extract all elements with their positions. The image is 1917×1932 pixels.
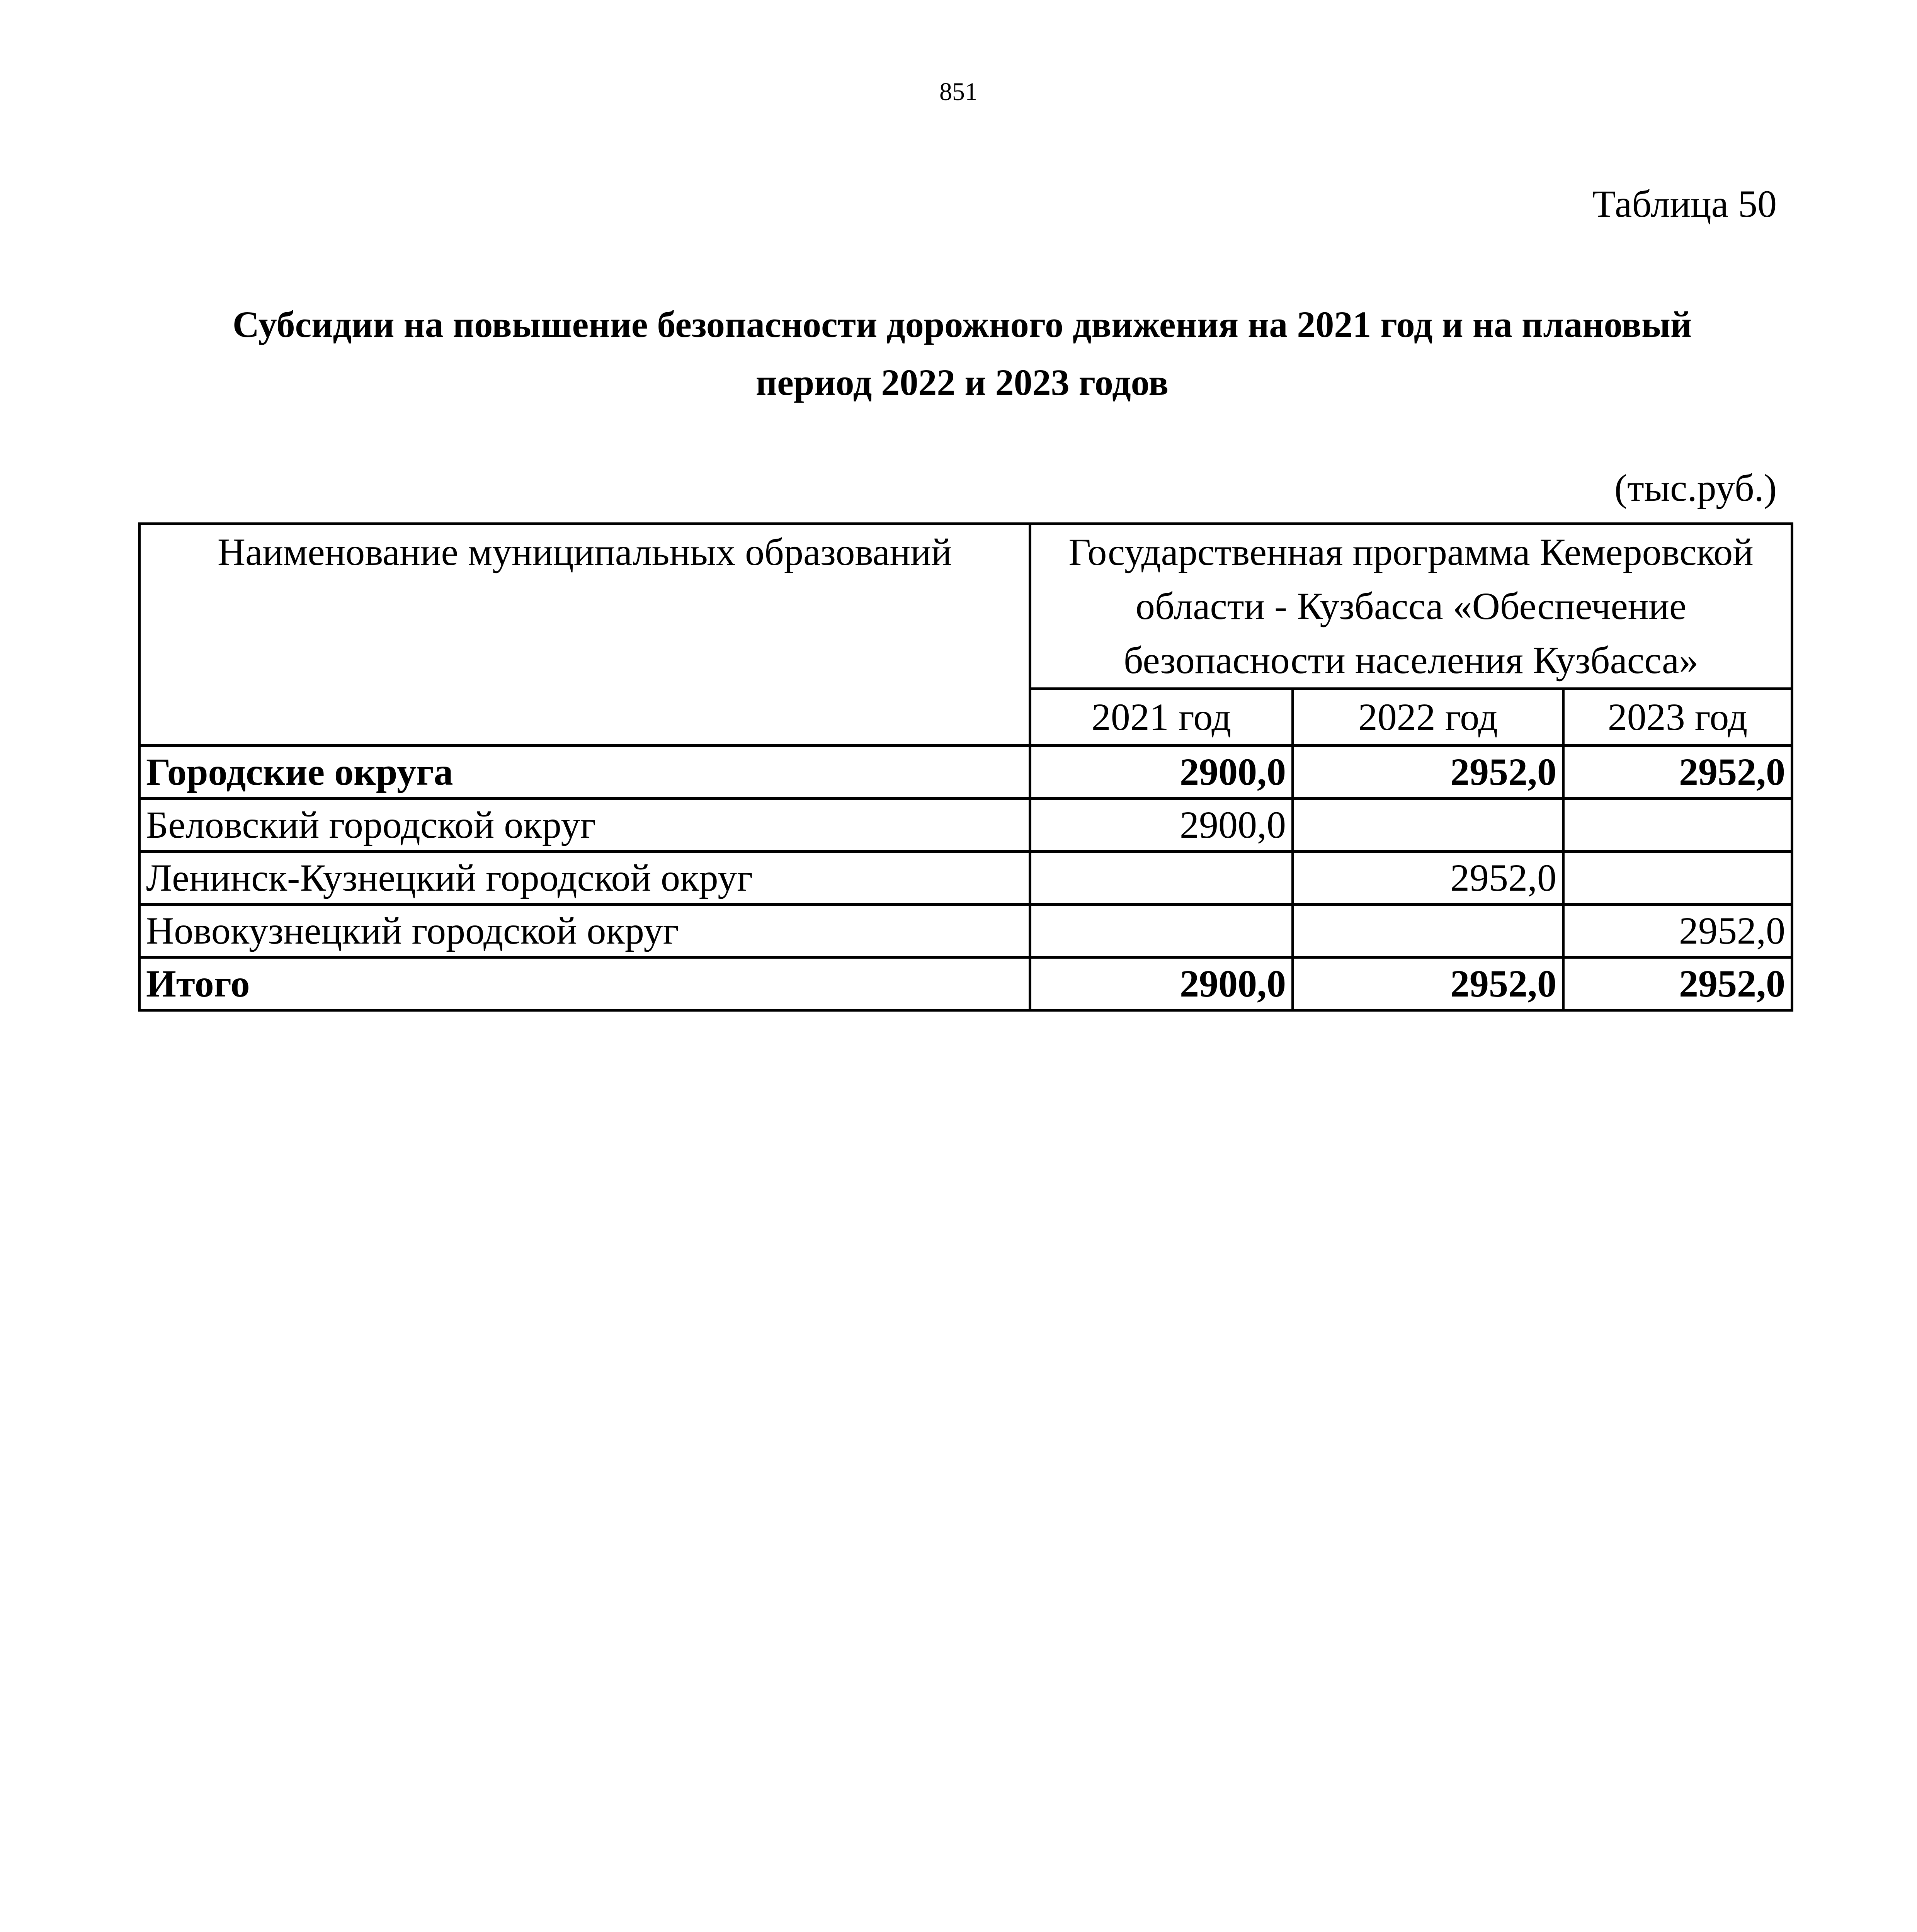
row-name: Городские округа bbox=[139, 746, 1030, 799]
program-column-header: Государственная программа Кемеровской области - Кузбасса «Обеспечение безопасности населения Кузбасса» bbox=[1030, 524, 1792, 689]
row-name: Новокузнецкий городской округ bbox=[139, 905, 1030, 957]
value-2021: 2900,0 bbox=[1030, 799, 1293, 852]
year-2022-header: 2022 год bbox=[1293, 689, 1563, 746]
value-2022 bbox=[1293, 799, 1563, 852]
value-2021: 2900,0 bbox=[1030, 746, 1293, 799]
table-row-leninsk-kuznetsky bbox=[139, 852, 1792, 905]
value-2023 bbox=[1563, 799, 1792, 852]
table-number: Таблица 50 bbox=[1592, 182, 1777, 225]
municipality-column-header: Наименование муниципальных образований bbox=[139, 524, 1030, 746]
row-name: Итого bbox=[139, 957, 1030, 1010]
table-row-total bbox=[139, 957, 1792, 1010]
table-row-urban-districts bbox=[139, 746, 1792, 799]
year-2023-header: 2023 год bbox=[1563, 689, 1792, 746]
value-2021 bbox=[1030, 852, 1293, 905]
row-name: Беловский городской округ bbox=[139, 799, 1030, 852]
table-row-novokuznetsky bbox=[139, 905, 1792, 957]
table-row-belovsky bbox=[139, 799, 1792, 852]
document-title: Субсидии на повышение безопасности дорожного движения на 2021 год и на плановый период 2022 и 2023 годов bbox=[232, 304, 1692, 403]
value-2023: 2952,0 bbox=[1563, 905, 1792, 957]
page-number: 851 bbox=[939, 78, 978, 106]
value-2023 bbox=[1563, 852, 1792, 905]
table-header-row bbox=[139, 524, 1792, 689]
units-label: (тыс.руб.) bbox=[1614, 466, 1777, 509]
value-2022: 2952,0 bbox=[1293, 852, 1563, 905]
value-2022: 2952,0 bbox=[1293, 746, 1563, 799]
subsidy-table bbox=[138, 522, 1793, 1012]
value-2021: 2900,0 bbox=[1030, 957, 1293, 1010]
value-2023: 2952,0 bbox=[1563, 746, 1792, 799]
row-name: Ленинск-Кузнецкий городской округ bbox=[139, 852, 1030, 905]
year-2021-header: 2021 год bbox=[1030, 689, 1293, 746]
value-2022 bbox=[1293, 905, 1563, 957]
value-2021 bbox=[1030, 905, 1293, 957]
value-2023: 2952,0 bbox=[1563, 957, 1792, 1010]
value-2022: 2952,0 bbox=[1293, 957, 1563, 1010]
